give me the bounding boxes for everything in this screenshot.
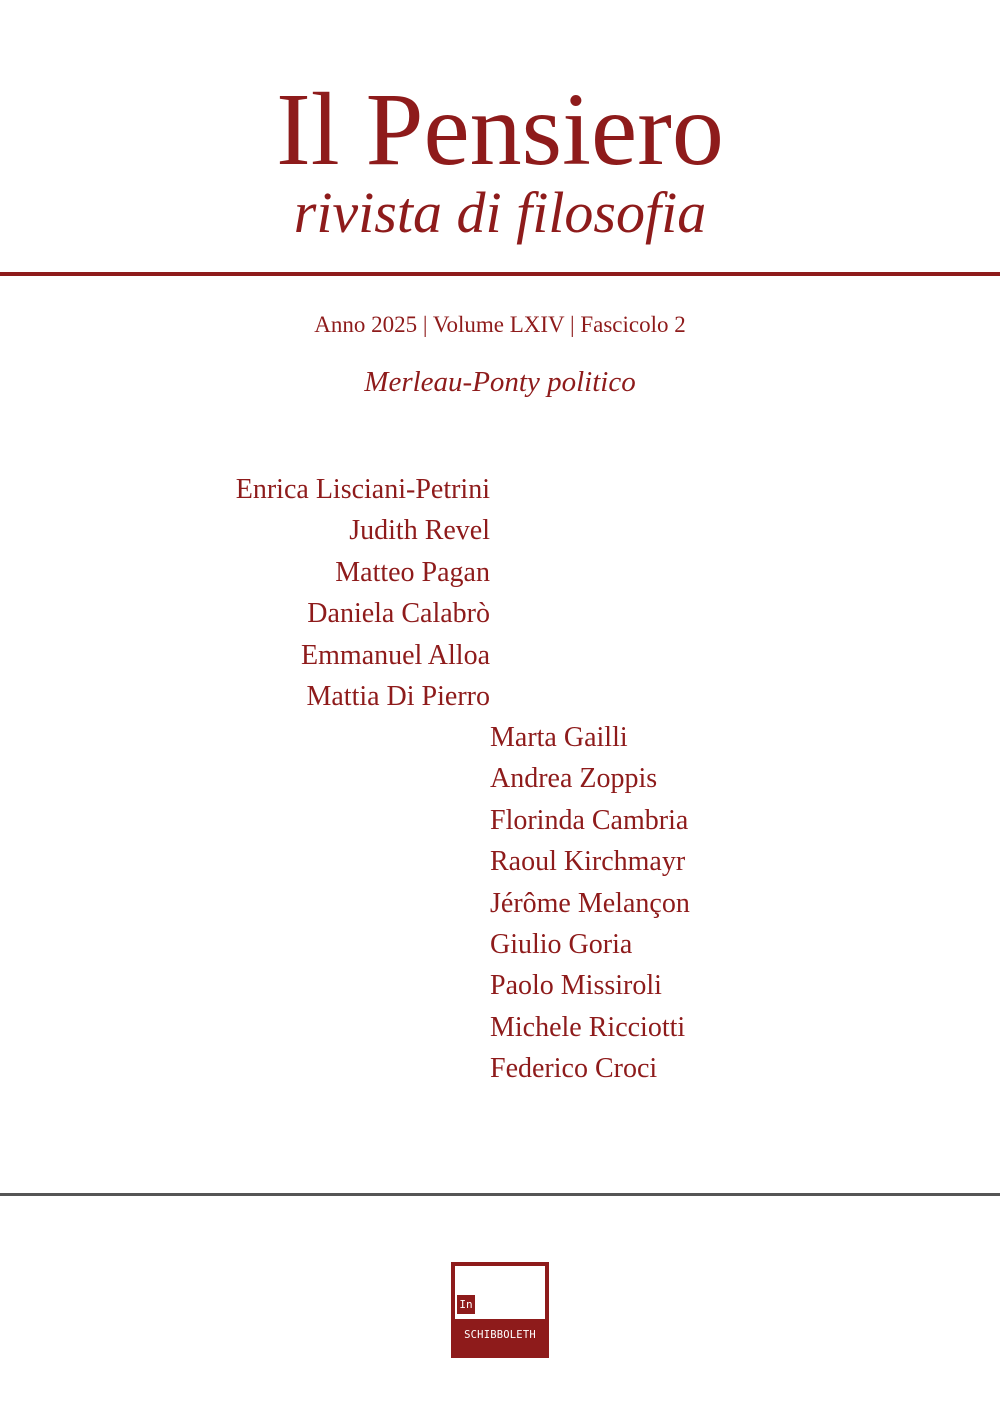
author-name: Daniela Calabrò [307,598,490,630]
author-name: Raoul Kirchmayr [490,846,686,878]
logo-in-mark: In [457,1295,475,1314]
author-name: Enrica Lisciani-Petrini [235,474,490,505]
author-name: Marta Gailli [490,722,628,753]
authors-list-right [490,717,690,1090]
author-name: Judith Revel [349,515,490,547]
author-name: Michele Ricciotti [490,1011,686,1043]
author-name: Emmanuel Alloa [301,639,490,671]
issue-theme: Merleau-Ponty politico [364,366,636,398]
issue-info: Anno 2025 | Volume LXIV | Fascicolo 2 [314,312,686,337]
author-name: Giulio Goria [490,929,633,961]
author-name: Florinda Cambria [490,804,689,836]
author-name: Paolo Missiroli [490,970,662,1002]
bottom-divider [0,1193,1000,1196]
journal-title: Il Pensiero [276,72,724,187]
authors-list-left [236,469,490,717]
logo-publisher-name: SCHIBBOLETH [464,1329,536,1341]
logo-white-panel [455,1266,545,1319]
author-name: Jérôme Melançon [490,887,690,919]
author-name: Federico Croci [490,1053,658,1085]
author-name: Andrea Zoppis [490,763,658,795]
top-divider [0,272,1000,276]
publisher-logo [451,1262,549,1358]
author-name: Matteo Pagan [335,556,490,588]
journal-subtitle: rivista di filosofia [293,180,707,245]
author-name: Mattia Di Pierro [306,681,490,713]
